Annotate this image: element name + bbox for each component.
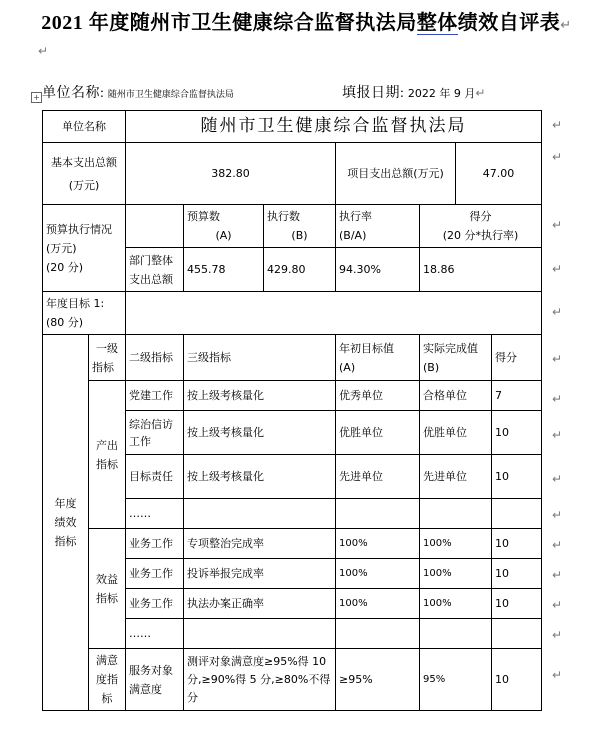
satisfaction-indicator-label: 满意 度指 标	[89, 649, 126, 711]
actual-cell: 优胜单位	[420, 411, 492, 455]
row-end-mark: ↵	[552, 305, 563, 319]
project-expense-label: 项目支出总额(万元)	[336, 143, 456, 205]
level3-cell: 执法办案正确率	[184, 589, 336, 619]
title-suffix: 绩效自评表	[457, 12, 561, 34]
level2-header: 二级指标	[126, 335, 184, 381]
row-end-mark: ↵	[552, 218, 563, 232]
level3-cell: 专项整治完成率	[184, 529, 336, 559]
row-end-mark: ↵	[552, 508, 563, 522]
score-cell: 10	[492, 529, 542, 559]
target-cell: 先进单位	[336, 455, 420, 499]
budget-execution-label: 预算执行情况 (万元) (20 分)	[43, 205, 126, 292]
level3-header: 三级指标	[184, 335, 336, 381]
budget-header: 预算数 (A)	[184, 205, 264, 248]
annual-performance-label: 年度 绩效 指标	[43, 335, 89, 711]
title-underlined-word: 整体	[416, 12, 458, 34]
target-cell: 优胜单位	[336, 411, 420, 455]
basic-expense-label: 基本支出总额 (万元)	[43, 143, 126, 205]
level3-cell: 按上级考核量化	[184, 411, 336, 455]
annual-goal-value	[126, 292, 542, 335]
paragraph-mark: ↵	[560, 18, 572, 33]
row-end-mark: ↵	[552, 392, 563, 406]
level3-cell: 按上级考核量化	[184, 381, 336, 411]
level3-cell: 按上级考核量化	[184, 455, 336, 499]
actual-cell: 合格单位	[420, 381, 492, 411]
score-cell: 10	[492, 411, 542, 455]
actual-cell: 100%	[420, 529, 492, 559]
paragraph-mark: ↵	[475, 86, 486, 100]
row-end-mark: ↵	[552, 568, 563, 582]
row-end-mark: ↵	[552, 472, 563, 486]
target-cell: 100%	[336, 589, 420, 619]
level1-header: 一级 指标	[89, 335, 126, 381]
title-prefix: 2021 年度随州市卫生健康综合监督执法局	[41, 12, 417, 34]
level2-cell: 党建工作	[126, 381, 184, 411]
budget-value: 455.78	[184, 248, 264, 292]
actual-cell: 100%	[420, 559, 492, 589]
table-move-handle-icon[interactable]: +	[31, 92, 42, 103]
performance-table	[42, 110, 542, 711]
actual-cell: 100%	[420, 589, 492, 619]
level3-cell: 投诉举报完成率	[184, 559, 336, 589]
row-end-mark: ↵	[552, 352, 563, 366]
fill-date-value: 2022 年 9 月	[407, 87, 476, 100]
perf-score-header: 得分	[492, 335, 542, 381]
table-row	[43, 205, 542, 248]
level2-cell: 业务工作	[126, 559, 184, 589]
ellipsis-cell: ……	[126, 499, 184, 529]
row-end-mark: ↵	[552, 150, 563, 164]
execution-header: 执行数 (B)	[264, 205, 336, 248]
satisfaction-level2: 服务对象 满意度	[126, 649, 184, 711]
table-row	[43, 529, 542, 559]
table-row	[43, 292, 542, 335]
actual-header: 实际完成值 (B)	[420, 335, 492, 381]
row-end-mark: ↵	[552, 668, 563, 682]
row-end-mark: ↵	[552, 538, 563, 552]
rate-value: 94.30%	[336, 248, 420, 292]
actual-cell: 先进单位	[420, 455, 492, 499]
level2-cell: 业务工作	[126, 529, 184, 559]
fill-date-label: 填报日期:	[342, 86, 405, 101]
score-cell: 10	[492, 455, 542, 499]
table-row	[43, 381, 542, 411]
unit-name-value: 随州市卫生健康综合监督执法局	[107, 90, 234, 100]
target-cell: 100%	[336, 529, 420, 559]
ellipsis-cell: ……	[126, 619, 184, 649]
row-end-mark: ↵	[552, 428, 563, 442]
table-row	[43, 143, 542, 205]
score-value: 18.86	[420, 248, 542, 292]
score-cell: 7	[492, 381, 542, 411]
unit-name-label: 单位名称:	[42, 86, 105, 101]
target-cell: 优秀单位	[336, 381, 420, 411]
empty-cell	[126, 205, 184, 248]
satisfaction-level3: 测评对象满意度≥95%得 10 分,≥90%得 5 分,≥80%不得分	[184, 649, 336, 711]
project-expense-value: 47.00	[456, 143, 542, 205]
target-header: 年初目标值 (A)	[336, 335, 420, 381]
row-end-mark: ↵	[552, 118, 563, 132]
score-header: 得分 (20 分*执行率)	[420, 205, 542, 248]
score-cell: 10	[492, 559, 542, 589]
actual-cell: 95%	[420, 649, 492, 711]
table-row	[43, 335, 542, 381]
target-cell: ≥95%	[336, 649, 420, 711]
annual-goal-label: 年度目标 1: (80 分)	[43, 292, 126, 335]
row-end-mark: ↵	[552, 262, 563, 276]
row-end-mark: ↵	[552, 628, 563, 642]
score-cell: 10	[492, 589, 542, 619]
row-end-mark: ↵	[552, 598, 563, 612]
table-row	[43, 649, 542, 711]
dept-total-label: 部门整体 支出总额	[126, 248, 184, 292]
benefit-indicator-label: 效益 指标	[89, 529, 126, 649]
level2-cell: 综治信访工作	[126, 411, 184, 455]
level2-cell: 目标责任	[126, 455, 184, 499]
score-cell: 10	[492, 649, 542, 711]
level2-cell: 业务工作	[126, 589, 184, 619]
header-info	[42, 82, 602, 102]
table-row	[43, 111, 542, 143]
paragraph-mark: ↵	[38, 44, 49, 58]
unit-value-cell: 随州市卫生健康综合监督执法局	[126, 111, 542, 143]
target-cell: 100%	[336, 559, 420, 589]
output-indicator-label: 产出 指标	[89, 381, 126, 529]
document-title	[0, 6, 613, 35]
basic-expense-value: 382.80	[126, 143, 336, 205]
unit-label-cell: 单位名称	[43, 111, 126, 143]
rate-header: 执行率 (B/A)	[336, 205, 420, 248]
execution-value: 429.80	[264, 248, 336, 292]
